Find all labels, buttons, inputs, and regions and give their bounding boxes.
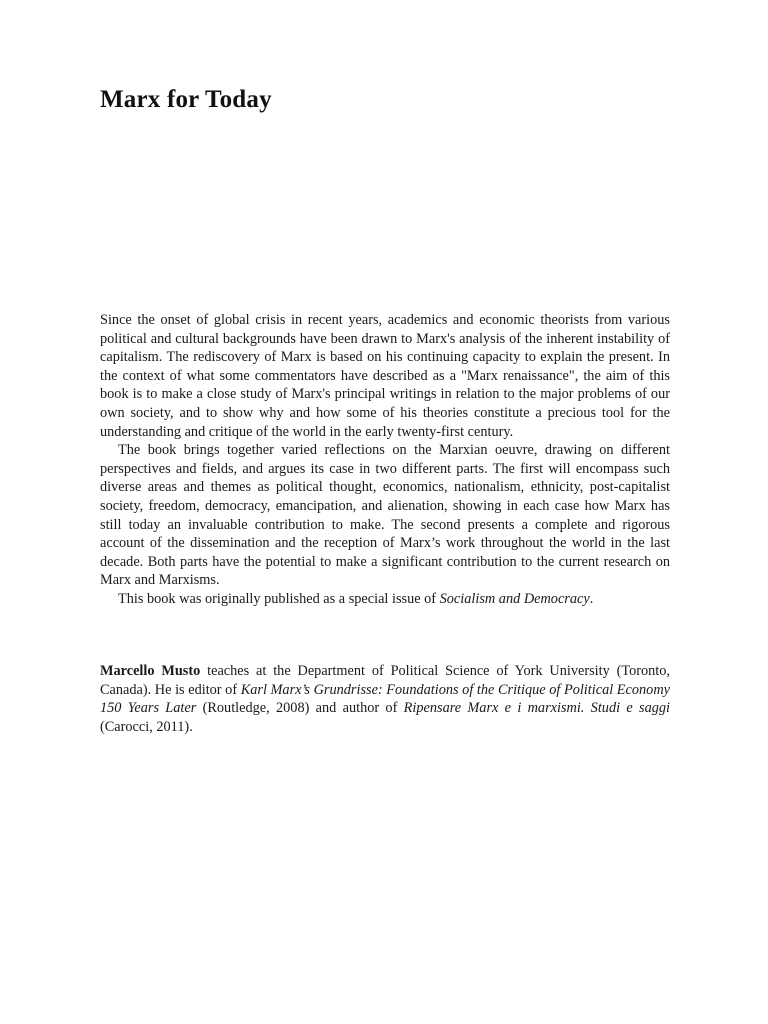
author-bio-text-2: (Routledge, 2008) and author of: [196, 700, 404, 717]
publication-note-end: .: [589, 590, 594, 607]
description-paragraph-2: The book brings together varied reflections on the Marxian oeuvre, drawing on different perspectives and fields, and argues its case in two different parts. The first will encompass such diverse areas and themes as political thought, economics, nationalism, ethnicity, post-capitalist society, freedom, democracy, emancipation, and alienation, showing in each case how Marx has still today an invaluable contribution to make. The second presents a complete and rigorous account of the dissemination and the reception of Marx’s work throughout the world in the last decade. Both parts have the potential to make a significant contribution to the current research on Marx and Marxisms.: [100, 442, 670, 589]
author-name: Marcello Musto: [100, 663, 201, 679]
book-description: [100, 311, 670, 609]
book-title: Marx for Today: [100, 86, 272, 113]
author-bio-text-1: teaches at the Department of Political Science of York University (Toronto, Canada). He is editor of: [100, 663, 670, 698]
authored-book-title: Ripensare Marx e i marxismi. Studi e saggi: [403, 700, 671, 717]
edited-book-title: Karl Marx’s Grundrisse: Foundations of the Critique of Political Economy 150 Years Later: [100, 681, 670, 717]
publication-note: This book was originally published as a special issue of: [118, 590, 440, 607]
author-bio: [100, 662, 670, 736]
journal-title: Socialism and Democracy: [439, 590, 590, 607]
description-paragraph-1: Since the onset of global crisis in recent years, academics and economic theorists from various political and cultural backgrounds have been drawn to Marx's analysis of the inherent instability of capitalism. The rediscovery of Marx is based on his continuing capacity to explain the present. In the context of what some commentators have described as a "Marx renaissance", the aim of this book is to make a close study of Marx's principal writings in relation to the major problems of our own society, and to show why and how some of his theories constitute a precious tool for the understanding and critique of the world in the early twenty-first century.: [100, 312, 670, 440]
author-bio-text-3: (Carocci, 2011).: [100, 718, 193, 735]
description-paragraph-3: [100, 590, 670, 609]
